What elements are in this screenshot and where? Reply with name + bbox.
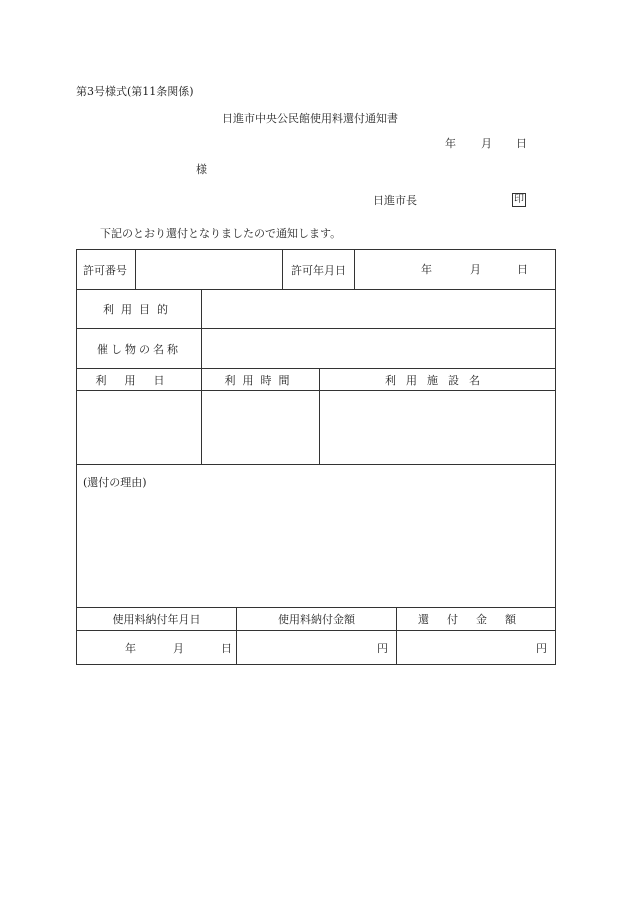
event-name-label-text: 催し物の名称 <box>97 342 181 356</box>
permit-date-label <box>282 249 355 290</box>
purpose-label <box>76 289 202 329</box>
paid-amount-field[interactable] <box>236 630 397 665</box>
purpose-label-text: 利用目的 <box>103 303 175 316</box>
intro-text: 下記のとおり還付となりましたので通知します。 <box>100 227 342 240</box>
permit-date-day-unit: 日 <box>517 263 528 276</box>
document-title: 日進市中央公民館使用料還付通知書 <box>222 112 398 125</box>
facility-field[interactable] <box>319 390 556 465</box>
facility-label <box>319 368 556 391</box>
paid-date-day-unit: 日 <box>221 642 232 655</box>
date-year-unit: 年 <box>445 137 456 150</box>
permit-number-field[interactable] <box>135 249 283 290</box>
facility-label-text: 利用施設名 <box>385 373 490 387</box>
use-date-label-text: 利用日 <box>95 373 183 387</box>
permit-number-label-text: 許可番号 <box>83 263 127 277</box>
refund-reason-field[interactable] <box>76 464 556 608</box>
form-number: 第3号様式(第11条関係) <box>76 85 194 98</box>
recipient-suffix: 様 <box>196 163 207 176</box>
paid-amount-label <box>236 607 397 631</box>
paid-date-label <box>76 607 237 631</box>
paid-amount-label-text: 使用料納付金額 <box>278 613 355 626</box>
permit-date-label-text: 許可年月日 <box>291 263 346 277</box>
refund-amount-yen: 円 <box>536 641 547 655</box>
permit-date-year-unit: 年 <box>421 263 432 276</box>
paid-date-field[interactable] <box>76 630 237 665</box>
paid-amount-yen: 円 <box>377 641 388 655</box>
paid-date-label-text: 使用料納付年月日 <box>112 613 201 626</box>
use-date-label <box>76 368 202 391</box>
paid-date-year-unit: 年 <box>125 642 136 655</box>
paid-date-month-unit: 月 <box>173 642 184 655</box>
event-name-label <box>76 328 202 369</box>
date-day-unit: 日 <box>516 137 527 150</box>
refund-amount-label-text: 還付金額 <box>418 613 534 626</box>
purpose-field[interactable] <box>201 289 556 329</box>
issuer-name: 日進市長 <box>373 194 417 207</box>
refund-reason-label: (還付の理由) <box>83 476 147 489</box>
refund-amount-label <box>396 607 556 631</box>
refund-amount-field[interactable] <box>396 630 556 665</box>
date-month-unit: 月 <box>481 137 492 150</box>
use-time-field[interactable] <box>201 390 320 465</box>
use-date-field[interactable] <box>76 390 202 465</box>
permit-date-month-unit: 月 <box>470 263 481 276</box>
seal-mark: 印 <box>514 194 524 205</box>
use-time-label <box>201 368 320 391</box>
permit-date-field[interactable] <box>354 249 556 290</box>
permit-number-label <box>76 249 136 290</box>
event-name-field[interactable] <box>201 328 556 369</box>
use-time-label-text: 利用時間 <box>224 373 297 387</box>
